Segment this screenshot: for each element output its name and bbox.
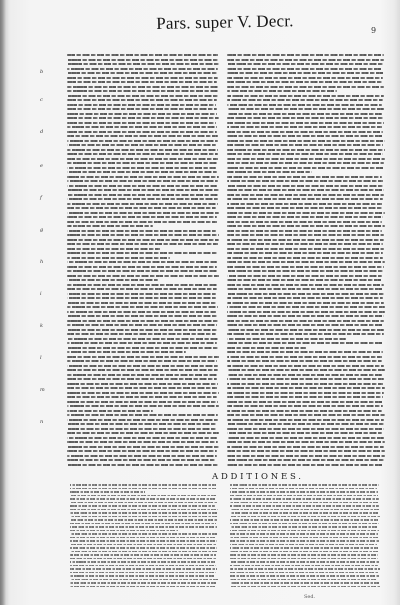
text-line <box>227 135 383 137</box>
text-line <box>227 68 382 70</box>
text-line <box>227 293 384 295</box>
text-line <box>70 572 216 574</box>
margin-letter: m <box>40 387 45 393</box>
text-line <box>67 297 216 299</box>
text-line <box>227 450 385 452</box>
text-line <box>227 369 385 371</box>
text-line <box>230 582 379 584</box>
text-line <box>230 516 380 518</box>
text-line <box>227 86 384 88</box>
text-line <box>227 396 383 398</box>
text-column-right <box>227 54 385 468</box>
text-line <box>70 547 217 549</box>
margin-letter: e <box>40 163 43 169</box>
text-line <box>67 113 217 115</box>
text-line <box>227 455 385 457</box>
text-line <box>67 90 219 92</box>
text-line <box>227 207 383 209</box>
text-line <box>67 342 217 344</box>
text-line <box>230 540 380 542</box>
text-line <box>67 198 218 200</box>
text-line <box>67 99 217 101</box>
text-line <box>230 572 379 574</box>
text-line <box>227 252 383 254</box>
text-line <box>227 419 384 421</box>
additions-block <box>70 484 380 589</box>
text-line <box>67 302 216 304</box>
margin-letter: l <box>40 355 42 361</box>
text-line <box>67 423 216 425</box>
text-line <box>67 189 219 191</box>
text-line <box>70 509 218 511</box>
text-line <box>67 284 218 286</box>
text-line <box>67 185 217 187</box>
text-line <box>67 279 158 281</box>
text-line <box>227 266 384 268</box>
text-line <box>230 484 379 486</box>
text-line <box>67 248 160 250</box>
text-line <box>67 158 218 160</box>
text-line <box>227 180 383 182</box>
text-line <box>227 383 383 385</box>
text-line <box>67 203 218 205</box>
text-line <box>230 554 378 556</box>
text-line <box>230 537 379 539</box>
text-line <box>67 153 218 155</box>
text-line <box>227 459 384 461</box>
text-line <box>67 131 217 133</box>
text-column-left <box>67 54 219 468</box>
margin-letter: i <box>40 291 42 297</box>
text-line <box>227 432 382 434</box>
margin-letter: g <box>40 227 44 233</box>
text-line <box>227 405 383 407</box>
text-line <box>227 387 385 389</box>
text-line <box>227 324 383 326</box>
text-line <box>67 437 217 439</box>
additions-column-left <box>70 484 218 589</box>
text-line <box>227 176 382 178</box>
text-line <box>227 225 385 227</box>
text-line <box>230 530 379 532</box>
text-line <box>67 171 217 173</box>
text-line <box>67 144 216 146</box>
text-line <box>70 561 215 563</box>
text-line <box>230 565 378 567</box>
text-line <box>70 512 218 514</box>
text-line <box>227 414 385 416</box>
text-line <box>67 374 218 376</box>
text-line <box>227 239 384 241</box>
text-line <box>70 579 218 581</box>
margin-letter: b <box>40 69 44 75</box>
text-line <box>227 284 384 286</box>
margin-letter: k <box>40 323 44 329</box>
text-line <box>70 565 216 567</box>
text-line <box>67 176 219 178</box>
text-line <box>67 63 219 65</box>
text-line <box>67 126 217 128</box>
text-line <box>227 167 384 169</box>
text-line <box>67 360 217 362</box>
text-line <box>230 488 377 490</box>
text-line <box>230 547 378 549</box>
text-line <box>70 526 217 528</box>
text-line <box>227 360 382 362</box>
text-line <box>70 495 216 497</box>
text-line <box>67 122 216 124</box>
margin-letter: f <box>40 195 42 201</box>
text-line <box>70 530 178 532</box>
catchword: Sed. <box>304 594 316 600</box>
text-line <box>227 392 384 394</box>
text-line <box>230 526 377 528</box>
text-line <box>67 288 217 290</box>
text-line <box>70 544 216 546</box>
text-line <box>70 575 215 577</box>
text-line <box>227 320 384 322</box>
text-line <box>227 189 384 191</box>
text-line <box>67 401 218 403</box>
text-line <box>67 419 218 421</box>
text-line <box>67 432 219 434</box>
text-line <box>227 315 384 317</box>
text-line <box>227 329 384 331</box>
text-line <box>67 392 219 394</box>
text-line <box>67 216 217 218</box>
text-line <box>67 266 217 268</box>
text-line <box>67 387 217 389</box>
text-line <box>227 428 384 430</box>
text-line <box>227 194 384 196</box>
text-line <box>230 512 378 514</box>
text-line <box>70 582 217 584</box>
text-line <box>70 540 217 542</box>
text-line <box>230 561 379 563</box>
text-line <box>67 464 218 466</box>
text-line <box>227 257 383 259</box>
text-line <box>67 72 217 74</box>
text-line <box>227 212 385 214</box>
text-line <box>227 95 384 97</box>
text-line <box>67 234 219 236</box>
text-line <box>67 396 217 398</box>
text-line <box>67 239 219 241</box>
text-line <box>67 450 217 452</box>
text-line <box>227 441 385 443</box>
text-line <box>227 117 384 119</box>
text-line <box>67 347 218 349</box>
text-line <box>70 568 217 570</box>
text-line <box>227 297 383 299</box>
text-line <box>67 243 218 245</box>
text-line <box>70 505 215 507</box>
text-line <box>230 586 380 588</box>
text-line <box>227 306 385 308</box>
text-line <box>67 86 219 88</box>
text-line <box>67 459 216 461</box>
text-line <box>67 135 218 137</box>
text-line <box>227 108 384 110</box>
text-line <box>67 441 218 443</box>
text-line <box>230 519 378 521</box>
text-line <box>227 248 384 250</box>
text-line <box>70 537 216 539</box>
text-line <box>70 519 217 521</box>
text-line <box>227 410 382 412</box>
text-line <box>67 54 218 56</box>
text-line <box>67 221 217 223</box>
text-line <box>70 491 145 493</box>
text-line <box>67 369 218 371</box>
text-line <box>67 455 217 457</box>
text-line <box>67 180 218 182</box>
text-line <box>227 171 312 173</box>
text-line <box>227 347 306 349</box>
text-line <box>227 378 384 380</box>
text-line <box>70 554 216 556</box>
text-line <box>230 558 378 560</box>
text-line <box>67 59 218 61</box>
text-line <box>227 351 383 353</box>
text-line <box>67 320 219 322</box>
text-line <box>67 365 218 367</box>
text-line <box>227 374 382 376</box>
text-line <box>227 423 384 425</box>
text-line <box>67 162 218 164</box>
additions-heading: ADDITIONES. <box>212 472 304 482</box>
text-line <box>67 149 218 151</box>
text-line <box>67 410 153 412</box>
text-line <box>67 329 217 331</box>
text-line <box>227 216 383 218</box>
margin-notes <box>40 70 64 430</box>
text-line <box>67 311 216 313</box>
margin-letter: d <box>40 129 44 135</box>
text-line <box>70 516 217 518</box>
text-line <box>227 140 385 142</box>
text-line <box>227 437 384 439</box>
text-line <box>227 104 382 106</box>
text-line <box>67 77 218 79</box>
binding-shadow <box>0 0 6 605</box>
text-line <box>227 203 382 205</box>
text-line <box>67 68 218 70</box>
text-line <box>230 575 379 577</box>
text-line <box>227 153 383 155</box>
text-line <box>230 544 377 546</box>
text-line <box>227 131 383 133</box>
text-line <box>227 446 384 448</box>
text-line <box>70 551 217 553</box>
text-line <box>67 225 153 227</box>
text-line <box>230 579 377 581</box>
text-line <box>227 72 384 74</box>
text-line <box>67 428 216 430</box>
text-line <box>67 351 186 353</box>
text-line <box>67 261 217 263</box>
text-line <box>227 149 385 151</box>
text-line <box>67 207 216 209</box>
text-line <box>230 509 379 511</box>
text-line <box>227 185 383 187</box>
text-line <box>67 104 216 106</box>
leaf-number: 9 <box>371 26 377 35</box>
text-line <box>227 230 382 232</box>
text-line <box>70 533 217 535</box>
text-line <box>70 586 216 588</box>
text-line <box>67 230 216 232</box>
text-line <box>67 383 218 385</box>
text-line <box>227 401 383 403</box>
text-line <box>227 275 382 277</box>
text-line <box>67 81 217 83</box>
text-line <box>70 558 217 560</box>
text-line <box>227 99 383 101</box>
text-line <box>67 446 219 448</box>
text-line <box>227 356 382 358</box>
text-line <box>67 108 217 110</box>
page-header <box>0 11 400 54</box>
main-text-block <box>67 54 385 468</box>
text-line <box>67 378 217 380</box>
text-line <box>67 306 218 308</box>
text-line <box>227 113 382 115</box>
text-line <box>67 212 219 214</box>
text-line <box>227 198 383 200</box>
text-line <box>227 311 385 313</box>
text-line <box>227 333 384 335</box>
text-line <box>67 405 219 407</box>
running-header: Pars. super V. Decr. <box>156 11 294 33</box>
text-line <box>67 270 218 272</box>
text-line <box>70 523 216 525</box>
text-line <box>70 502 217 504</box>
text-line <box>67 333 216 335</box>
text-line <box>227 279 382 281</box>
text-line <box>227 288 383 290</box>
text-line <box>227 77 383 79</box>
text-line <box>227 162 384 164</box>
text-line <box>230 551 379 553</box>
text-line <box>230 502 379 504</box>
text-line <box>67 338 218 340</box>
text-line <box>67 414 218 416</box>
text-line <box>227 302 384 304</box>
text-line <box>70 498 216 500</box>
text-line <box>67 117 219 119</box>
text-line <box>227 158 385 160</box>
text-line <box>227 464 383 466</box>
text-line <box>230 568 380 570</box>
text-line <box>230 491 378 493</box>
text-line <box>67 275 219 277</box>
text-line <box>67 194 218 196</box>
text-line <box>227 144 383 146</box>
text-line <box>67 257 170 259</box>
text-line <box>227 54 384 56</box>
text-line <box>227 126 382 128</box>
text-line <box>227 59 384 61</box>
text-line <box>67 324 217 326</box>
text-line <box>227 122 384 124</box>
margin-letter: h <box>40 259 44 265</box>
text-line <box>227 365 384 367</box>
text-line <box>67 315 217 317</box>
text-line <box>230 505 379 507</box>
text-line <box>67 167 216 169</box>
text-line <box>230 495 378 497</box>
text-line <box>227 338 346 340</box>
additions-column-right <box>230 484 380 589</box>
text-line <box>227 342 383 344</box>
text-line <box>230 523 379 525</box>
text-line <box>67 95 218 97</box>
text-line <box>227 90 337 92</box>
text-line <box>70 484 216 486</box>
text-line <box>227 63 383 65</box>
margin-letter: n <box>40 419 44 425</box>
text-line <box>227 243 383 245</box>
text-line <box>70 488 216 490</box>
text-line <box>227 81 383 83</box>
text-line <box>67 140 218 142</box>
text-line <box>67 293 216 295</box>
text-line <box>230 533 378 535</box>
text-line <box>227 221 382 223</box>
text-line <box>227 234 384 236</box>
margin-letter: c <box>40 97 43 103</box>
text-line <box>227 270 383 272</box>
text-line <box>230 498 379 500</box>
text-line <box>227 261 385 263</box>
text-line <box>67 252 218 254</box>
text-line <box>67 356 219 358</box>
